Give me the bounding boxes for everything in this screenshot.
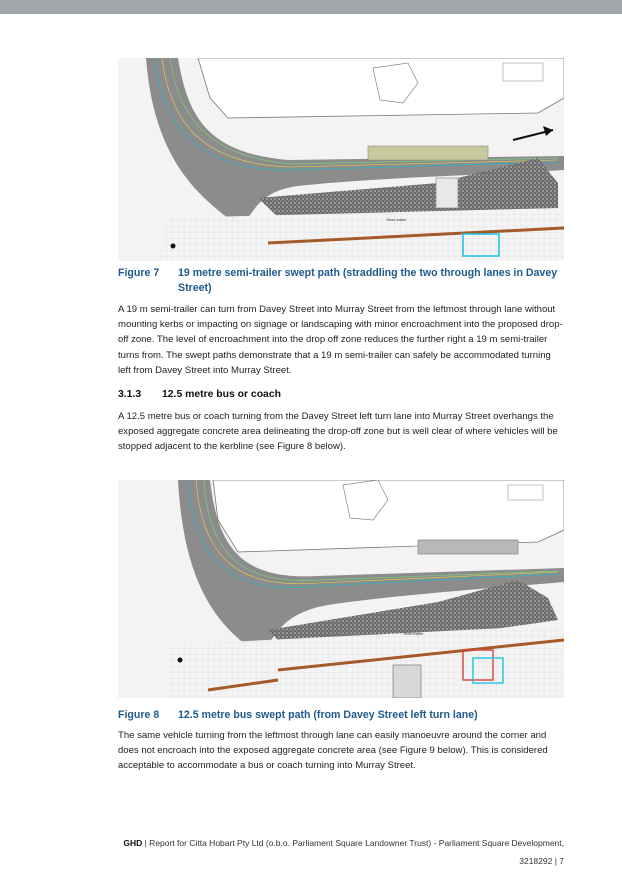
footer-report-text: | Report for Citta Hobart Pty Ltd (o.b.o. Parliament Square Landowner Trust) - Parliament Square Development, bbox=[142, 838, 564, 848]
page-footer bbox=[44, 836, 564, 869]
figure-7-caption bbox=[118, 266, 568, 296]
figure-7-drawing-label: Semi-trailer bbox=[386, 217, 407, 222]
section-title: 12.5 metre bus or coach bbox=[162, 389, 281, 400]
figure-8-caption bbox=[118, 708, 568, 723]
figure-8-title: 12.5 metre bus swept path (from Davey Street left turn lane) bbox=[178, 709, 478, 721]
section-number: 3.1.3 bbox=[118, 389, 142, 400]
footer-report-line bbox=[44, 836, 564, 851]
top-header-bar bbox=[0, 0, 622, 14]
paragraph-leftmost-lane: The same vehicle turning from the leftmost through lane can easily manoeuvre around the corner and does not encroach into the exposed aggregate concrete area (see Figure 9 below). This is considered acceptable to accommodate a bus or coach turning into Murray Street. bbox=[118, 730, 548, 772]
figure-7-drawing bbox=[118, 58, 564, 261]
paragraph-semi-trailer: A 19 m semi-trailer can turn from Davey Street into Murray Street from the leftmost through lane without mounting kerbs or impacting on signage or landscaping with minor encroachment into the proposed drop-off zone. The level of encroachment into the drop off zone reduces the further right a 19 m semi-trailer turns from. The swept paths demonstrate that a 19 m semi-trailer can safely be accommodated turning left from Davey Street into Murray Street. bbox=[118, 304, 563, 376]
footer-brand: GHD bbox=[123, 838, 143, 848]
figure-8-drawing bbox=[118, 480, 564, 698]
footer-page-number: 3218292 | 7 bbox=[519, 856, 564, 866]
figure-7-number: Figure 7 bbox=[118, 267, 160, 279]
figure-8-number: Figure 8 bbox=[118, 709, 160, 721]
section-heading bbox=[118, 389, 281, 400]
figure-7-title: 19 metre semi-trailer swept path (straddling the two through lanes in Davey Street) bbox=[178, 267, 558, 294]
figure-8-drawing-label: Semi-trailer bbox=[403, 631, 424, 636]
paragraph-bus-overhang: A 12.5 metre bus or coach turning from the Davey Street left turn lane into Murray Street overhangs the exposed aggregate concrete area delineating the drop-off zone but is well clear of where vehicles will be stopped adjacent to the kerbline (see Figure 8 below). bbox=[118, 411, 558, 453]
